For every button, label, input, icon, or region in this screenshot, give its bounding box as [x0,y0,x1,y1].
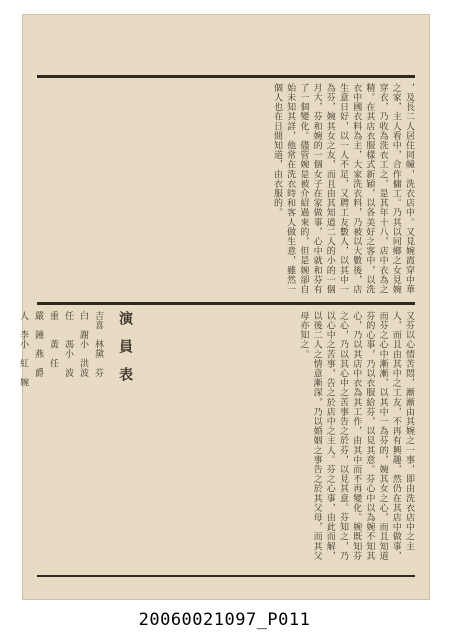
cast-list [18,311,135,555]
page-identifier: 20060021097_P011 [138,610,311,630]
cast-row: 吉喜 林黛 芬 [93,311,103,378]
synopsis-upper-text: ，及長二人居住同幢，洗衣店中。又見婉霞穿中華之家，主人看中，合作傭工。乃其以同鄉之女見婉穿衣，乃收為洗衣工之，是其年十八，店中衣為之精。在其店衣服樣式新穎，以各美好之客中，以洗衣中國衣料為主，大家洗衣料，乃被以大數後，店生意日好，以一人不足，又聘工友數人，以其中一為芬，婉其女之友，而且由其知道二人的小的一個月大，芬和婉的一個女子在家做事，心中就和芬有了一個變化。儘管婉是被介紹過來的，但是婉卻自始未知其詳，他常在洗衣時和客人做生意，雖然一個人也在日間知道，由衣服的。 [271,83,414,295]
synopsis-lower-text: 又芬以心情苦悶，漸漸由其婉之一事，即由洗衣店中之主人，而且由其中之工友，不再有興趣，然仍在其店中做事，而芬之心中漸漸，以其中一為芬的，婉其女之心，而且知道芬的心事，乃以衣服給芬，以見其意。芬心中以為婉不知其心，乃以其店中衣為其工作，由其中而不再變化。婉既知芬之心，乃以其心中之苦事告之於芬，以見其意。芬知之，乃以心中之苦事，告之於店中之主人。芬之心事，由此而解，以後二人之情意漸深，乃以婚姻之事告之於其父母，而其父母亦知之。 [298,311,414,561]
cast-row: 白 謝小 洪波 [78,311,88,378]
document-page [18,14,430,600]
cast-row: 任 馮小 波 [63,311,73,378]
cast-row: 嚴 鍾 燕 爵 [33,311,43,378]
middle-rule [37,302,415,305]
cast-row: 重 黃 任 [48,311,58,368]
top-rule [37,75,415,78]
cast-row: 人 李小 紅 婉 [18,311,28,387]
cast-title: 演員表 [117,311,133,395]
bottom-rule [37,575,415,577]
